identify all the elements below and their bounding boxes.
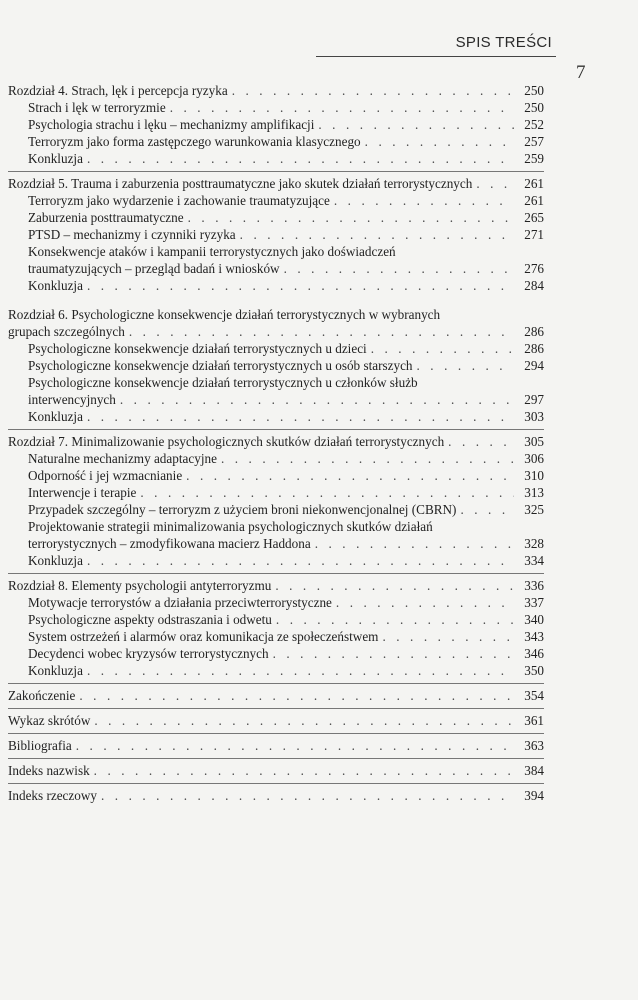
leader-dots — [125, 323, 514, 340]
toc-entry-page: 346 — [524, 646, 544, 661]
toc-chapter-8 — [8, 577, 544, 594]
toc-item — [8, 484, 544, 501]
toc-entry-label: Rozdział 7. Minimalizowanie psychologicznych skutków działań terrorystycznych — [8, 434, 445, 449]
leader-dots — [72, 737, 514, 754]
leader-dots — [332, 594, 514, 611]
toc-item — [8, 391, 544, 408]
toc-item — [8, 611, 544, 628]
toc-item — [8, 99, 544, 116]
toc-entry-label: traumatyzujących – przegląd badań i wniosków — [28, 261, 280, 276]
toc-entry-label: Konkluzja — [28, 553, 83, 568]
section-divider — [8, 733, 544, 734]
leader-dots — [280, 260, 514, 277]
leader-dots — [378, 628, 514, 645]
running-header-title: SPIS TREŚCI — [455, 34, 552, 51]
toc-item — [8, 150, 544, 167]
toc-chapter-4 — [8, 82, 544, 99]
toc-entry-label: Konkluzja — [28, 151, 83, 166]
toc-entry-label: Konkluzja — [28, 663, 83, 678]
toc-entry-label: Zaburzenia posttraumatyczne — [28, 210, 184, 225]
toc-entry-page: 313 — [524, 485, 544, 500]
toc-entry-page: 252 — [524, 117, 544, 132]
toc-entry-page: 328 — [524, 536, 544, 551]
toc-chapter-6 — [8, 323, 544, 340]
toc-entry-label: grupach szczególnych — [8, 324, 125, 339]
toc-entry-label: Psychologiczne konsekwencje działań terrorystycznych u osób starszych — [28, 358, 413, 373]
toc-entry-page: 363 — [524, 738, 544, 753]
toc-endmatter-indeks-rzeczowy — [8, 787, 544, 804]
leader-dots — [472, 175, 514, 192]
toc-entry-label: PTSD – mechanizmy i czynniki ryzyka — [28, 227, 236, 242]
leader-dots — [97, 787, 514, 804]
toc-entry-label: Bibliografia — [8, 738, 72, 753]
section-divider — [8, 573, 544, 574]
leader-dots — [182, 467, 514, 484]
toc-entry-page: 257 — [524, 134, 544, 149]
toc-entry-label: Zakończenie — [8, 688, 76, 703]
toc-item — [8, 357, 544, 374]
toc-item — [8, 628, 544, 645]
leader-dots — [330, 192, 514, 209]
toc-item — [8, 116, 544, 133]
toc-entry-page: 271 — [524, 227, 544, 242]
toc-entry-page: 384 — [524, 763, 544, 778]
toc-entry-label: Motywacje terrorystów a działania przeciwterrorystyczne — [28, 595, 332, 610]
toc-item — [8, 340, 544, 357]
leader-dots — [90, 712, 514, 729]
toc-entry-label: Konkluzja — [28, 409, 83, 424]
leader-dots — [83, 408, 514, 425]
toc-entry-label-line: Konsekwencje ataków i kampanii terrorystycznych jako doświadczeń — [28, 244, 396, 259]
toc-entry-page: 265 — [524, 210, 544, 225]
toc-entry-page: 361 — [524, 713, 544, 728]
toc-endmatter-bibliografia — [8, 737, 544, 754]
toc-entry-label: Przypadek szczególny – terroryzm z użyciem broni niekonwencjonalnej (CBRN) — [28, 502, 457, 517]
toc-item — [8, 594, 544, 611]
toc-chapter-5 — [8, 175, 544, 192]
toc-entry-label: terrorystycznych – zmodyfikowana macierz Haddona — [28, 536, 311, 551]
toc-entry-page: 336 — [524, 578, 544, 593]
leader-dots — [311, 535, 514, 552]
section-divider — [8, 171, 544, 172]
toc-item — [8, 408, 544, 425]
leader-dots — [413, 357, 514, 374]
toc-entry-page: 394 — [524, 788, 544, 803]
toc-entry-label: Decydenci wobec kryzysów terrorystycznych — [28, 646, 269, 661]
toc-entry-label: Rozdział 4. Strach, lęk i percepcja ryzyka — [8, 83, 228, 98]
leader-dots — [184, 209, 514, 226]
leader-dots — [236, 226, 514, 243]
toc-entry-page: 261 — [524, 176, 544, 191]
toc-entry-page: 350 — [524, 663, 544, 678]
section-divider — [8, 429, 544, 430]
leader-dots — [444, 433, 514, 450]
toc-entry-page: 259 — [524, 151, 544, 166]
toc-entry-label: Rozdział 8. Elementy psychologii antyterroryzmu — [8, 578, 272, 593]
toc-item — [8, 277, 544, 294]
section-divider — [8, 683, 544, 684]
toc-chapter-7 — [8, 433, 544, 450]
leader-dots — [83, 662, 514, 679]
toc-entry-label: Terroryzm jako wydarzenie i zachowanie traumatyzujące — [28, 193, 330, 208]
toc-item — [8, 209, 544, 226]
leader-dots — [83, 277, 514, 294]
toc-entry-label: Indeks rzeczowy — [8, 788, 97, 803]
toc-entry-page: 337 — [524, 595, 544, 610]
toc-entry-label: Odporność i jej wzmacnianie — [28, 468, 183, 483]
toc-item — [8, 133, 544, 150]
leader-dots — [456, 501, 514, 518]
toc-entry-page: 310 — [524, 468, 544, 483]
toc-entry-label-line: Psychologiczne konsekwencje działań terrorystycznych u członków służb — [28, 375, 418, 390]
toc-endmatter-indeks-nazwisk — [8, 762, 544, 779]
toc-entry-label: Terroryzm jako forma zastępczego warunkowania klasycznego — [28, 134, 361, 149]
toc-entry-page: 343 — [524, 629, 544, 644]
toc-entry-page: 303 — [524, 409, 544, 424]
leader-dots — [361, 133, 514, 150]
leader-dots — [228, 82, 514, 99]
toc-item — [8, 467, 544, 484]
leader-dots — [136, 484, 514, 501]
toc-entry-page: 250 — [524, 83, 544, 98]
leader-dots — [269, 645, 514, 662]
leader-dots — [83, 150, 514, 167]
toc-item — [8, 645, 544, 662]
page-number: 7 — [576, 62, 586, 83]
leader-dots — [314, 116, 514, 133]
toc-entry-page: 294 — [524, 358, 544, 373]
toc-entry-page: 305 — [524, 434, 544, 449]
toc-entry-page: 286 — [524, 341, 544, 356]
leader-dots — [83, 552, 514, 569]
header-rule — [316, 56, 556, 57]
toc-chapter-6-line: Rozdział 6. Psychologiczne konsekwencje działań terrorystycznych w wybranych — [8, 307, 441, 322]
leader-dots — [217, 450, 514, 467]
toc-entry-page: 340 — [524, 612, 544, 627]
toc-entry-page: 284 — [524, 278, 544, 293]
toc-item — [8, 501, 544, 518]
toc-entry-label: Konkluzja — [28, 278, 83, 293]
toc-entry-label: Psychologia strachu i lęku – mechanizmy amplifikacji — [28, 117, 315, 132]
toc-entry-label: Psychologiczne konsekwencje działań terrorystycznych u dzieci — [28, 341, 367, 356]
toc-endmatter-zakonczenie — [8, 687, 544, 704]
section-divider — [8, 783, 544, 784]
toc-entry-page: 325 — [524, 502, 544, 517]
leader-dots — [166, 99, 514, 116]
toc-entry-page: 250 — [524, 100, 544, 115]
section-gap — [8, 294, 544, 306]
toc-entry-page: 286 — [524, 324, 544, 339]
toc-item — [8, 260, 544, 277]
leader-dots — [90, 762, 514, 779]
toc-entry-label: Wykaz skrótów — [8, 713, 91, 728]
toc-item — [8, 662, 544, 679]
toc-entry-page: 261 — [524, 193, 544, 208]
toc-entry-label: Rozdział 5. Trauma i zaburzenia posttraumatyczne jako skutek działań terrorystycznych — [8, 176, 473, 191]
section-divider — [8, 758, 544, 759]
leader-dots — [272, 611, 514, 628]
toc-entry-label: Strach i lęk w terroryzmie — [28, 100, 166, 115]
leader-dots — [75, 687, 514, 704]
toc-item — [8, 450, 544, 467]
table-of-contents — [8, 82, 544, 804]
toc-entry-page: 306 — [524, 451, 544, 466]
leader-dots — [271, 577, 514, 594]
leader-dots — [367, 340, 514, 357]
toc-entry-page: 334 — [524, 553, 544, 568]
toc-entry-label: Naturalne mechanizmy adaptacyjne — [28, 451, 217, 466]
toc-entry-label: Psychologiczne aspekty odstraszania i odwetu — [28, 612, 272, 627]
toc-entry-label: Indeks nazwisk — [8, 763, 90, 778]
toc-entry-page: 297 — [524, 392, 544, 407]
toc-item — [8, 226, 544, 243]
toc-entry-page: 354 — [524, 688, 544, 703]
toc-endmatter-wykaz-skrotow — [8, 712, 544, 729]
section-divider — [8, 708, 544, 709]
leader-dots — [116, 391, 514, 408]
toc-item — [8, 535, 544, 552]
toc-entry-label: System ostrzeżeń i alarmów oraz komunikacja ze społeczeństwem — [28, 629, 379, 644]
toc-entry-label: interwencyjnych — [28, 392, 116, 407]
toc-entry-label-line: Projektowanie strategii minimalizowania psychologicznych skutków działań — [28, 519, 433, 534]
toc-entry-label: Interwencje i terapie — [28, 485, 137, 500]
toc-entry-page: 276 — [524, 261, 544, 276]
toc-item — [8, 552, 544, 569]
toc-item — [8, 192, 544, 209]
